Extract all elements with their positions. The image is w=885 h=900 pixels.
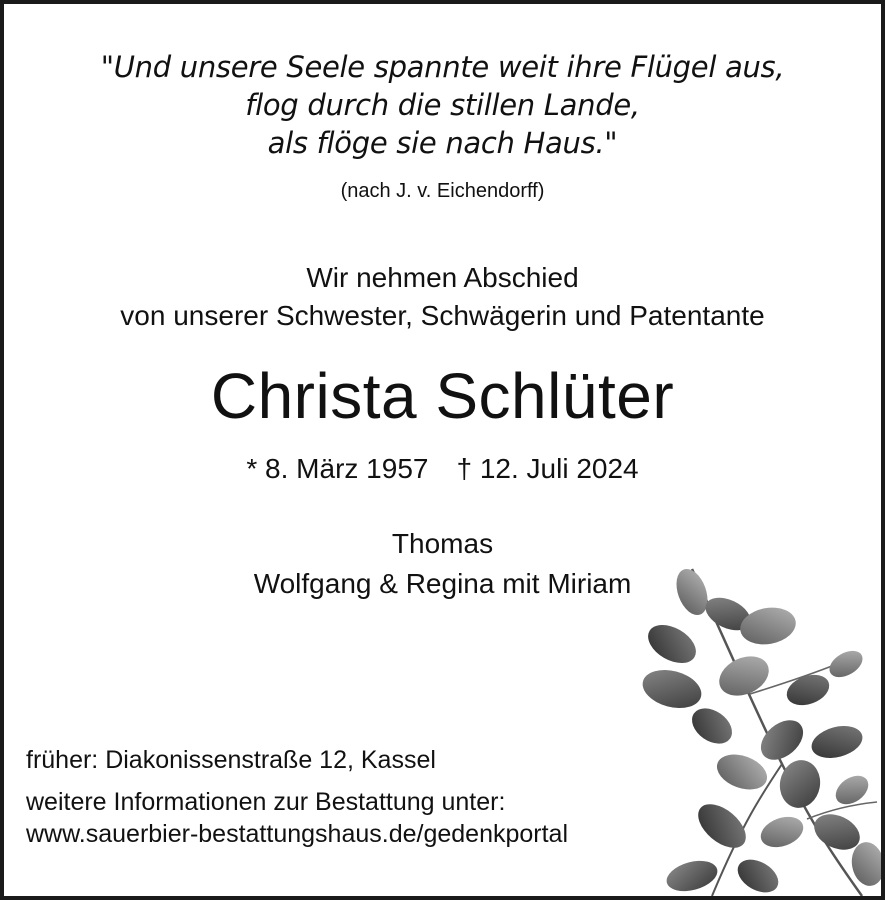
mourner-1: Thomas: [391, 528, 494, 559]
eucalyptus-leaves-icon: [632, 564, 881, 896]
funeral-info-label: weitere Informationen zur Bestattung unter:: [26, 788, 506, 816]
life-dates: [4, 451, 881, 487]
poem-quote: [4, 48, 881, 162]
intro-line-1: Wir nehmen Abschied: [306, 262, 579, 293]
quote-source: (nach J. v. Eichendorff): [340, 180, 545, 202]
birth-date: * 8. März 1957: [246, 453, 429, 484]
quote-line-2: flog durch die stillen Lande,: [245, 88, 640, 122]
memorial-portal-link[interactable]: www.sauerbier-bestattungshaus.de/gedenkportal: [26, 820, 569, 848]
intro-line-2: von unserer Schwester, Schwägerin und Patentante: [120, 300, 765, 331]
quote-line-3: als flöge sie nach Haus.": [267, 126, 618, 160]
former-address: früher: Diakonissenstraße 12, Kassel: [26, 746, 436, 774]
mourner-2: Wolfgang & Regina mit Miriam: [253, 568, 632, 599]
death-date: † 12. Juli 2024: [456, 453, 639, 484]
quote-line-1: "Und unsere Seele spannte weit ihre Flügel aus,: [100, 50, 785, 84]
footer-info: [26, 744, 568, 850]
farewell-intro: [4, 259, 881, 335]
deceased-name: Christa Schlüter: [210, 360, 675, 432]
